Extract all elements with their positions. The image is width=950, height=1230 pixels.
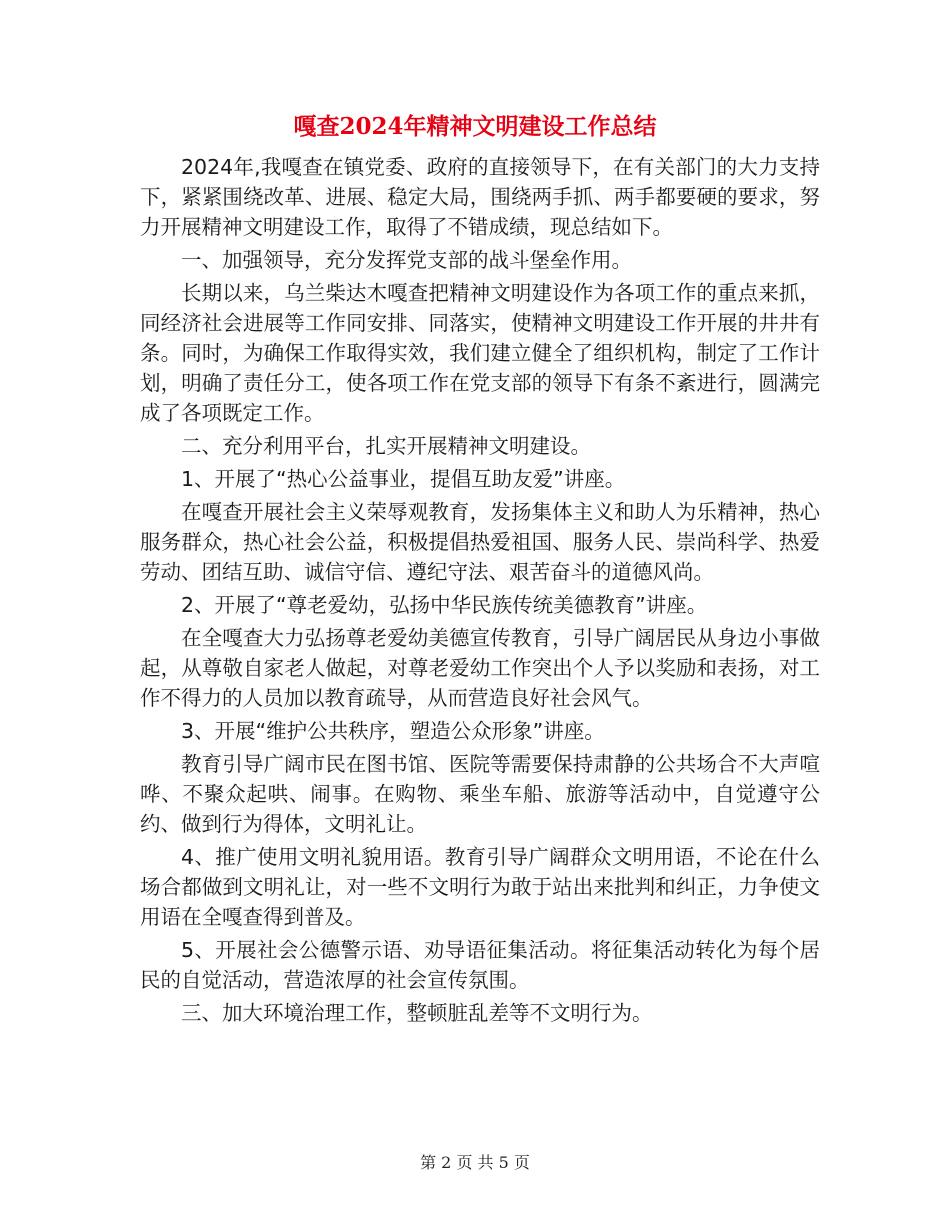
- paragraph-2-1: 在嘎查开展社会主义荣辱观教育，发扬集体主义和助人为乐精神，热心服务群众，热心社会公益，积极提倡热爱祖国、服务人民、崇尚科学、热爱劳动、团结互助、诚信守信、遵纪守法、艰苦奋斗的道德风尚。: [140, 500, 820, 584]
- page-footer: 第 2 页 共 5 页: [420, 1153, 530, 1172]
- subheading-2-2: 2、开展了“尊老爱幼，弘扬中华民族传统美德教育”讲座。: [181, 593, 708, 617]
- subheading-2-1: 1、开展了“热心公益事业，提倡互助友爱”讲座。: [181, 467, 626, 491]
- section-heading-1: 一、加强领导，充分发挥党支部的战斗堡垒作用。: [181, 248, 632, 272]
- paragraph-section-1: 长期以来，乌兰柴达木嘎查把精神文明建设作为各项工作的重点来抓，同经济社会进展等工作同安排、同落实，使精神文明建设工作开展的井井有条。同时，为确保工作取得实效，我们建立健全了组织机构，制定了工作计划，明确了责任分工，使各项工作在党支部的领导下有条不紊进行，圆满完成了各项既定工作。: [140, 281, 820, 425]
- paragraph-2-3: 教育引导广阔市民在图书馆、医院等需要保持肃静的公共场合不大声喧哗、不聚众起哄、闹事。在购物、乘坐车船、旅游等活动中，自觉遵守公约、做到行为得体，文明礼让。: [140, 752, 820, 836]
- document-title: 嘎查2024年精神文明建设工作总结: [293, 113, 657, 140]
- document-body: [140, 152, 820, 1031]
- section-heading-2: 二、充分利用平台，扎实开展精神文明建设。: [181, 434, 591, 458]
- paragraph-intro: 2024年,我嘎查在镇党委、政府的直接领导下，在有关部门的大力支持下，紧紧围绕改革、进展、稳定大局，围绕两手抓、两手都要硬的要求，努力开展精神文明建设工作，取得了不错成绩，现总结如下。: [140, 155, 820, 239]
- paragraph-2-5: 5、开展社会公德警示语、劝导语征集活动。将征集活动转化为每个居民的自觉活动，营造浓厚的社会宣传氛围。: [140, 938, 820, 992]
- paragraph-2-2: 在全嘎查大力弘扬尊老爱幼美德宣传教育，引导广阔居民从身边小事做起，从尊敬自家老人做起，对尊老爱幼工作突出个人予以奖励和表扬，对工作不得力的人员加以教育疏导，从而营造良好社会风气。: [140, 626, 820, 710]
- section-heading-3: 三、加大环境治理工作，整顿脏乱差等不文明行为。: [181, 1001, 653, 1025]
- subheading-2-3: 3、开展“维护公共秩序，塑造公众形象”讲座。: [181, 719, 605, 743]
- paragraph-2-4: 4、推广使用文明礼貌用语。教育引导广阔群众文明用语，不论在什么场合都做到文明礼让，对一些不文明行为敢于站出来批判和纠正，力争使文用语在全嘎查得到普及。: [140, 845, 820, 929]
